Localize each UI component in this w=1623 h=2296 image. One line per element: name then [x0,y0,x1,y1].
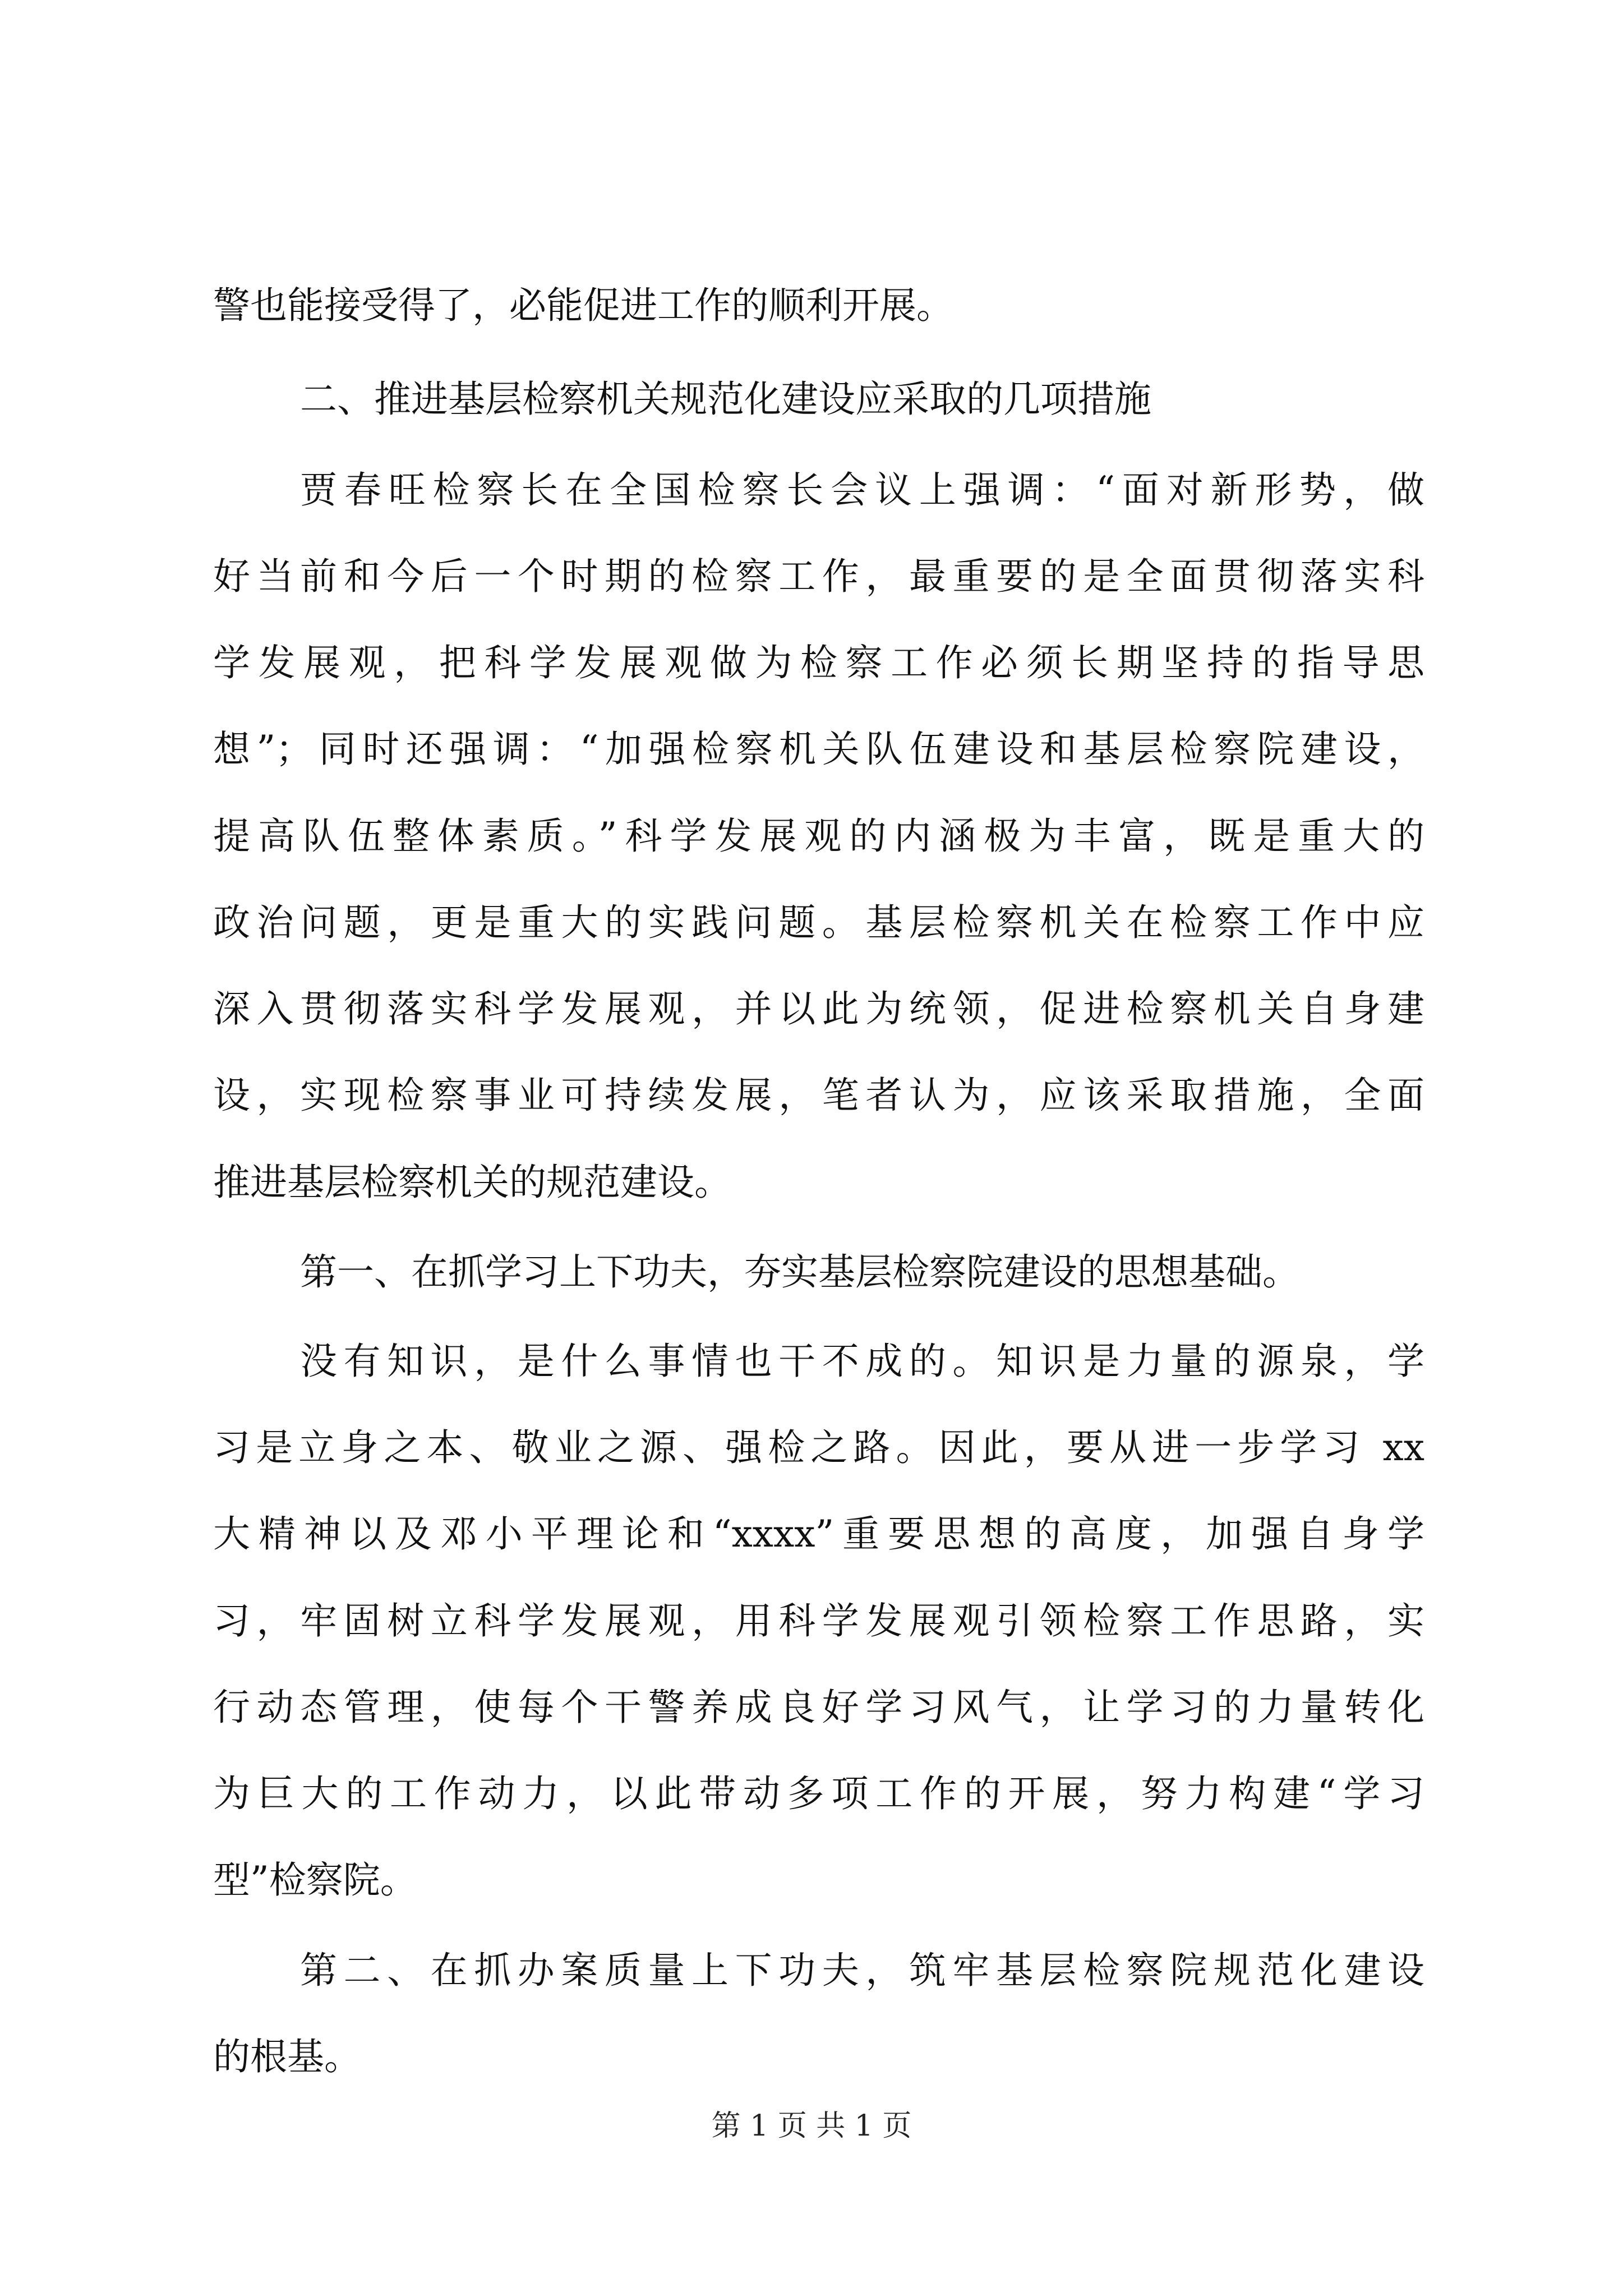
paragraph-line: 第二、在抓办案质量上下功夫，筑牢基层检察院规范化建设 [300,1949,1424,1992]
paragraph-line: 为巨大的工作动力，以此带动多项工作的开展，努力构建“学习 [213,1772,1424,1815]
page-footer: 第 1 页 共 1 页 [711,2109,912,2143]
paragraph-line: 推进基层检察机关的规范建设。 [213,1161,731,1204]
paragraph-line: 型”检察院。 [213,1858,417,1902]
section-heading: 第一、在抓学习上下功夫，夯实基层检察院建设的思想基础。 [300,1250,1299,1294]
paragraph-line: 行动态管理，使每个干警养成良好学习风气，让学习的力量转化 [213,1686,1424,1729]
paragraph-line: 警也能接受得了，必能促进工作的顺利开展。 [213,284,953,327]
paragraph-line: 学发展观，把科学发展观做为检察工作必须长期坚持的指导思 [213,641,1424,684]
paragraph-line: 习，牢固树立科学发展观，用科学发展观引领检察工作思路，实 [213,1599,1424,1642]
paragraph-line: 大精神以及邓小平理论和“xxxx”重要思想的高度，加强自身学 [213,1512,1424,1556]
paragraph-line: 设，实现检察事业可持续发展，笔者认为，应该采取措施，全面 [213,1074,1424,1117]
paragraph-line: 的根基。 [213,2035,361,2078]
paragraph-line: 没有知识，是什么事情也干不成的。知识是力量的源泉，学 [300,1340,1424,1383]
paragraph-line: 习是立身之本、敬业之源、强检之路。因此，要从进一步学习 xx [213,1426,1424,1469]
paragraph-line: 想”；同时还强调：“加强检察机关队伍建设和基层检察院建设， [213,728,1424,771]
paragraph-line: 好当前和今后一个时期的检察工作，最重要的是全面贯彻落实科 [213,555,1424,598]
paragraph-line: 贾春旺检察长在全国检察长会议上强调：“面对新形势，做 [300,468,1424,512]
paragraph-line: 提高队伍整体素质。”科学发展观的内涵极为丰富，既是重大的 [213,815,1424,858]
paragraph-line: 深入贯彻落实科学发展观，并以此为统领，促进检察机关自身建 [213,987,1424,1030]
paragraph-line: 政治问题，更是重大的实践问题。基层检察机关在检察工作中应 [213,901,1424,944]
section-heading: 二、推进基层检察机关规范化建设应采取的几项措施 [300,378,1151,421]
